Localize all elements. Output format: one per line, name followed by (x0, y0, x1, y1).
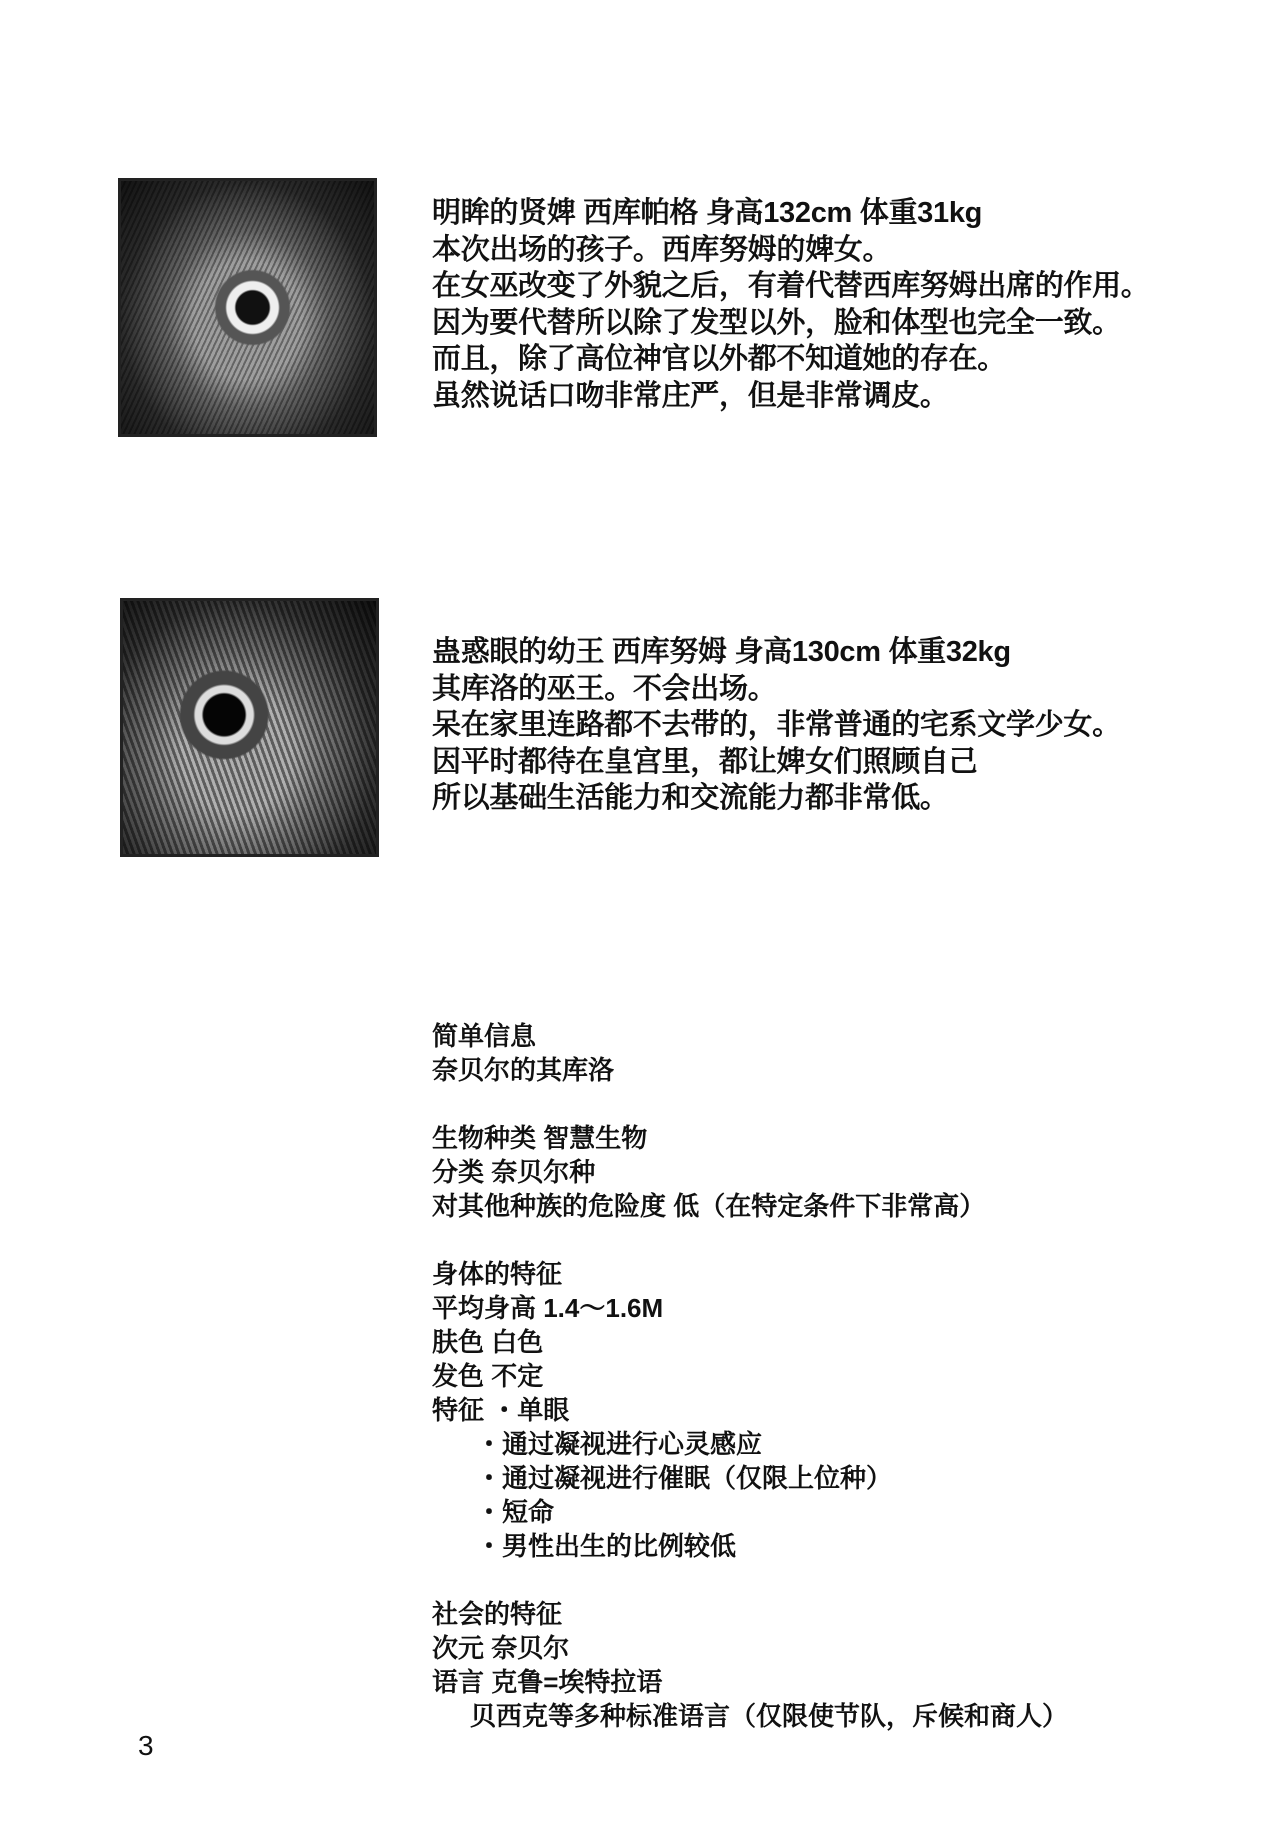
trait-item: ・通过凝视进行心灵感应 (476, 1429, 763, 1459)
bio-line: 在女巫改变了外貌之后，有着代替西库努姆出席的作用。 (432, 270, 1150, 303)
bio-line: 因平时都待在皇宫里，都让婢女们照顾自己 (432, 745, 978, 778)
bio-line: 本次出场的孩子。西库努姆的婢女。 (432, 233, 892, 266)
trait-item: ・男性出生的比例较低 (476, 1531, 737, 1561)
bio-line: 虽然说话口吻非常庄严，但是非常调皮。 (432, 379, 949, 412)
trait-item: ・短命 (476, 1497, 555, 1527)
info-language: 语言 克鲁=埃特拉语 (432, 1667, 663, 1697)
bio-line: 所以基础生活能力和交流能力都非常低。 (432, 782, 949, 815)
page-number: 3 (138, 1730, 154, 1761)
bio-line: 明眸的贤婢 西库帕格 身高132cm 体重31kg (432, 197, 983, 229)
info-danger: 对其他种族的危险度 低（在特定条件下非常高） (432, 1191, 986, 1221)
social-heading: 社会的特征 (432, 1599, 563, 1629)
body-heading: 身体的特征 (432, 1259, 563, 1289)
character-portrait-sikupage (118, 178, 377, 437)
info-dimension: 次元 奈贝尔 (432, 1633, 570, 1663)
info-species: 生物种类 智慧生物 (432, 1123, 648, 1153)
bio-line: 呆在家里连路都不去带的，非常普通的宅系文学少女。 (432, 709, 1121, 742)
info-title: 简单信息 (432, 1021, 537, 1051)
character-portrait-sikunum (120, 598, 379, 857)
bio-line: 而且，除了高位神官以外都不知道她的存在。 (432, 343, 1007, 376)
info-avg-height: 平均身高 1.4～1.6M (432, 1293, 664, 1323)
species-info (432, 1019, 1068, 1733)
info-hair: 发色 不定 (432, 1361, 544, 1391)
info-traits-first: 特征 ・单眼 (432, 1395, 570, 1425)
character-bio-sikupage (432, 195, 1150, 415)
character-bio-sikunum (432, 634, 1121, 817)
info-skin: 肤色 白色 (432, 1327, 544, 1357)
info-classification: 分类 奈贝尔种 (432, 1157, 596, 1187)
bio-line: 因为要代替所以除了发型以外，脸和体型也完全一致。 (432, 306, 1121, 339)
bio-line: 其库洛的巫王。不会出场。 (432, 672, 777, 705)
trait-item: ・通过凝视进行催眠（仅限上位种） (476, 1463, 893, 1493)
info-subtitle: 奈贝尔的其库洛 (432, 1055, 615, 1085)
bio-line: 蛊惑眼的幼王 西库努姆 身高130cm 体重32kg (432, 636, 1011, 668)
info-language-extra: 贝西克等多种标准语言（仅限使节队，斥候和商人） (470, 1701, 1069, 1731)
